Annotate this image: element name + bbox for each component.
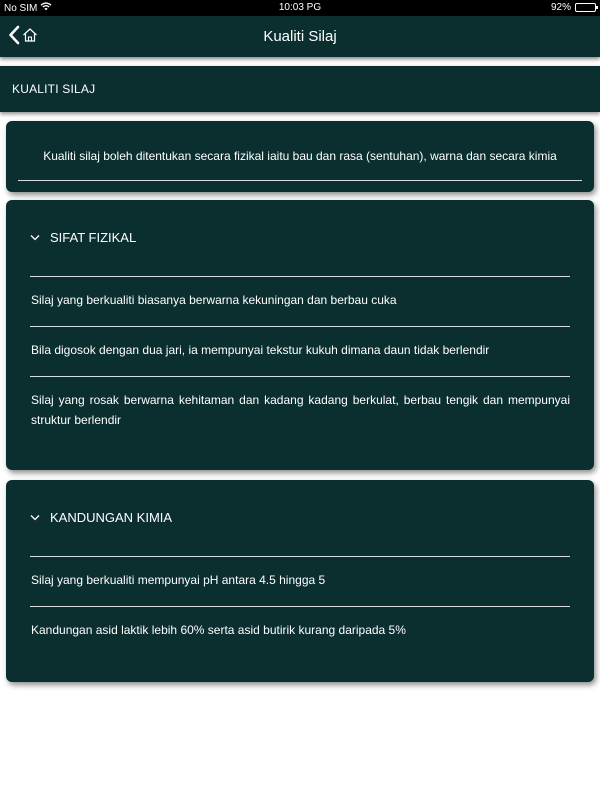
list-item: Kandungan asid laktik lebih 60% serta asid butirik kurang daripada 5% (31, 623, 406, 637)
section-header (0, 66, 600, 112)
carrier-label: No SIM (4, 2, 38, 14)
battery-percent: 92% (550, 2, 571, 13)
divider (30, 376, 570, 377)
section-header-label: KUALITI SILAJ (12, 82, 96, 96)
chevron-down-icon (30, 514, 40, 521)
divider (30, 556, 570, 557)
battery-icon (575, 3, 596, 12)
accordion-kandungan-kimia (6, 480, 594, 682)
page-title: Kualiti Silaj (263, 28, 337, 45)
divider (30, 606, 570, 607)
accordion-title: KANDUNGAN KIMIA (50, 510, 173, 525)
accordion-header-sifat-fizikal[interactable] (30, 230, 136, 245)
accordion-sifat-fizikal (6, 200, 594, 470)
list-item: Bila digosok dengan dua jari, ia mempunyai tekstur kukuh dimana daun tidak berlendir (31, 343, 490, 357)
nav-bar (0, 16, 600, 57)
accordion-header-kandungan-kimia[interactable] (30, 510, 172, 525)
intro-text: Kualiti silaj boleh ditentukan secara fizikal iaitu bau dan rasa (sentuhan), warna dan secara kimia (43, 149, 557, 163)
divider (30, 276, 570, 277)
list-item: Silaj yang berkualiti biasanya berwarna kekuningan dan berbau cuka (31, 293, 397, 307)
divider (18, 180, 582, 181)
list-item: Silaj yang rosak berwarna kehitaman dan kadang kadang berkulat, berbau tengik dan mempunyai struktur berlendir (31, 393, 570, 427)
clock: 10:03 PG (278, 2, 322, 13)
divider (30, 326, 570, 327)
intro-card (6, 121, 594, 192)
list-item: Silaj yang berkualiti mempunyai pH antara 4.5 hingga 5 (31, 573, 326, 587)
chevron-down-icon (30, 234, 40, 241)
status-bar (0, 0, 600, 16)
status-right (551, 2, 596, 13)
accordion-title: SIFAT FIZIKAL (50, 230, 137, 245)
